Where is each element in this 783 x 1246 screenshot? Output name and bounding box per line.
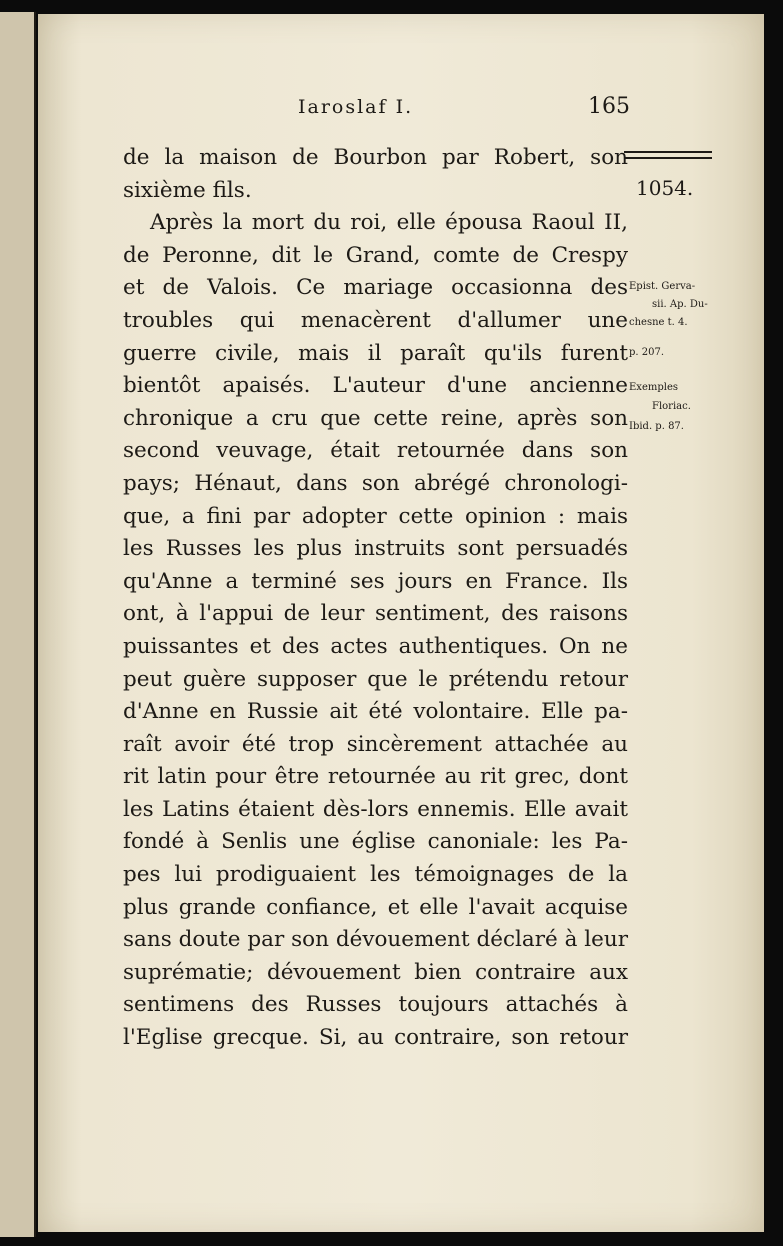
text-line: que, a fini par adopter cette opinion : mais	[123, 503, 628, 529]
text-line: peut guère supposer que le prétendu retour	[123, 666, 628, 692]
margin-note: Epist. Gerva-	[629, 281, 696, 292]
margin-note: sii. Ap. Du-	[652, 299, 708, 310]
text-line: de Peronne, dit le Grand, comte de Crespy	[123, 242, 628, 268]
text-line: sans doute par son dévouement déclaré à leur	[123, 927, 628, 953]
facing-page-edge	[0, 12, 36, 1237]
text-line: ont, à l'appui de leur sentiment, des raisons	[123, 601, 628, 627]
margin-rule-bottom	[624, 157, 712, 159]
text-line: rit latin pour être retournée au rit grec, dont	[123, 764, 628, 790]
text-line: les Russes les plus instruits sont persuadés	[123, 536, 628, 562]
text-line: l'Eglise grecque. Si, au contraire, son retour	[123, 1025, 628, 1051]
text-line: troubles qui menacèrent d'allumer une	[123, 307, 628, 333]
text-line: pes lui prodiguaient les témoignages de la	[123, 862, 628, 888]
text-line: chronique a cru que cette reine, après son	[123, 405, 628, 431]
text-line: d'Anne en Russie ait été volontaire. Elle pa-	[123, 699, 628, 725]
margin-year: 1054.	[636, 176, 694, 200]
text-line: puissantes et des actes authentiques. On ne	[123, 633, 628, 659]
margin-rule-top	[624, 151, 712, 153]
text-line: de la maison de Bourbon par Robert, son	[123, 145, 628, 170]
text-line: et de Valois. Ce mariage occasionna des	[123, 275, 628, 301]
text-line: plus grande confiance, et elle l'avait acquise	[123, 894, 628, 920]
text-line: pays; Hénaut, dans son abrégé chronologi-	[123, 470, 628, 496]
margin-note: Floriac.	[652, 401, 691, 412]
margin-note: chesne t. 4.	[629, 317, 688, 328]
text-line: suprématie; dévouement bien contraire aux	[123, 959, 628, 985]
text-line: bientôt apaisés. L'auteur d'une ancienne	[123, 373, 628, 399]
text-line: les Latins étaient dès-lors ennemis. Elle avait	[123, 796, 628, 822]
margin-note: Ibid. p. 87.	[629, 421, 684, 432]
text-line: sentimens des Russes toujours attachés à	[123, 992, 628, 1018]
text-line: sixième fils.	[123, 177, 252, 203]
text-line: second veuvage, était retournée dans son	[123, 438, 628, 464]
running-title: Iaroslaf I.	[298, 96, 414, 118]
body-text	[123, 142, 628, 1055]
margin-note: p. 207.	[629, 347, 665, 358]
text-line: qu'Anne a terminé ses jours en France. Ils	[123, 568, 628, 594]
text-line: raît avoir été trop sincèrement attachée au	[123, 731, 628, 757]
page-number: 165	[588, 94, 630, 119]
text-line: Après la mort du roi, elle épousa Raoul II,	[150, 210, 628, 236]
text-line: fondé à Senlis une église canoniale: les Pa-	[123, 829, 628, 855]
margin-note: Exemples	[629, 382, 678, 393]
text-line: guerre civile, mais il paraît qu'ils furent	[123, 340, 628, 366]
